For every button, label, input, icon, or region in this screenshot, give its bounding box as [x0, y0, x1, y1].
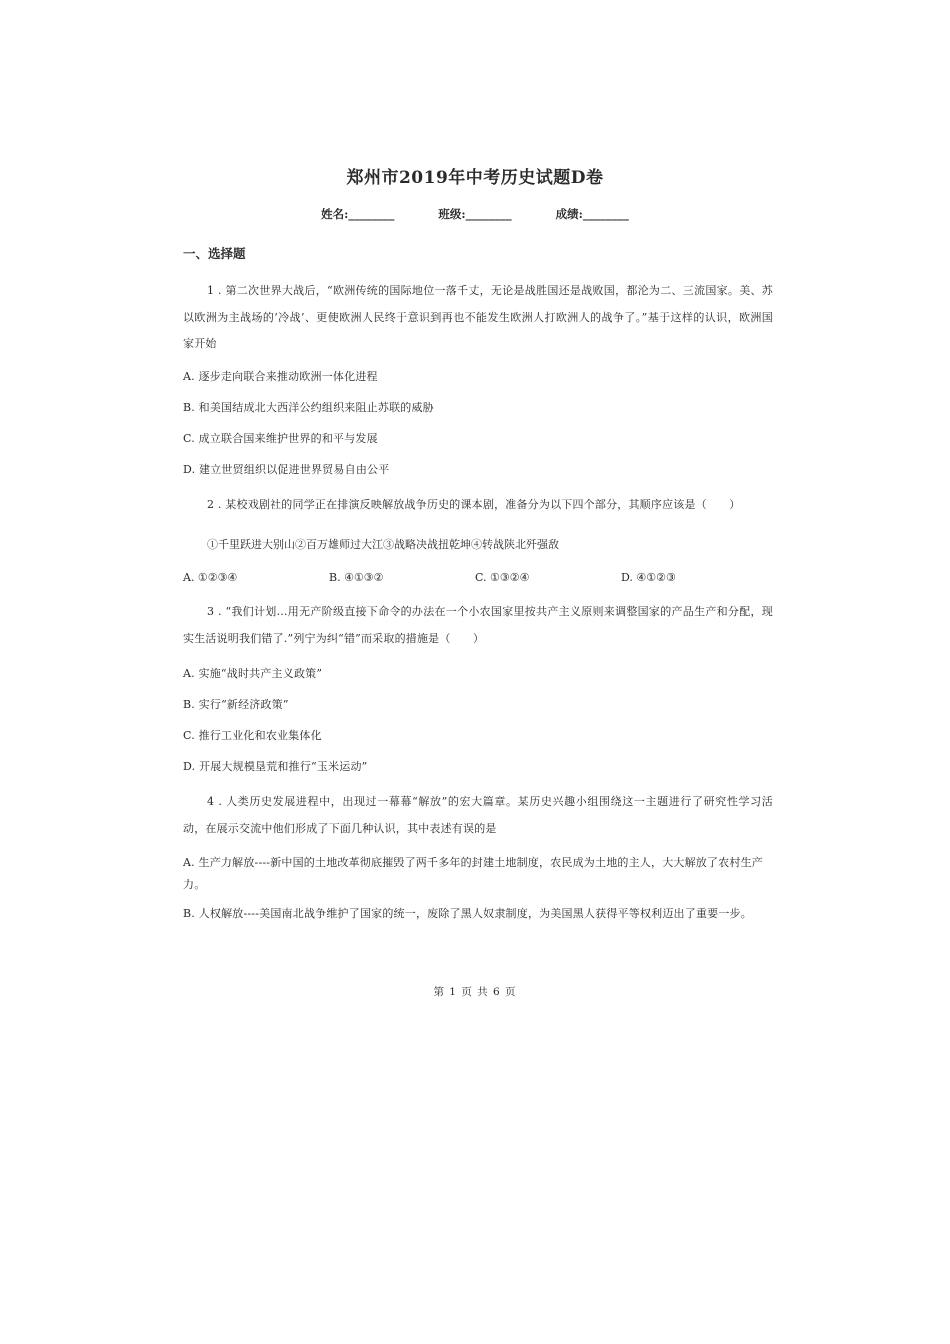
question-3-option-c: C. 推行工业化和农业集体化 [183, 729, 322, 742]
student-info-row [0, 206, 950, 222]
question-3-option-b: B. 实行“新经济政策” [183, 698, 289, 711]
question-3-stem: 3 . “我们计划…用无产阶级直接下命令的办法在一个小农国家里按共产主义原则来调整国家的产品生产和分配，现实生活说明我们错了.”列宁为纠“错”而采取的措施是（ ） [183, 605, 773, 645]
question-2-option-b: B. ④①③② [329, 571, 384, 584]
question-1-stem: 1 . 第二次世界大战后，“欧洲传统的国际地位一落千丈，无论是战胜国还是战败国，都沦为二、三流国家。美、苏以欧洲为主战场的‘冷战’、更使欧洲人民终于意识到再也不能发生欧洲人打欧洲人的战争了。”基于这样的认识，欧洲国家开始 [183, 284, 773, 350]
name-field: 姓名:________ [321, 207, 395, 221]
question-4-stem: 4 . 人类历史发展进程中，出现过一幕幕“解放”的宏大篇章。某历史兴趣小组围绕这一主题进行了研究性学习活动，在展示交流中他们形成了下面几种认识，其中表述有误的是 [183, 795, 773, 835]
section-title: 一、选择题 [183, 246, 246, 261]
score-field: 成绩:________ [555, 207, 629, 221]
question-1-option-b: B. 和美国结成北大西洋公约组织来阻止苏联的威胁 [183, 401, 434, 414]
question-4-option-b: B. 人权解放----美国南北战争维护了国家的统一，废除了黑人奴隶制度，为美国黑人获得平等权利迈出了重要一步。 [183, 907, 752, 920]
question-1-option-c: C. 成立联合国来维护世界的和平与发展 [183, 432, 378, 445]
page-title: 郑州市2019年中考历史试题D卷 [346, 168, 604, 188]
question-2-stem: 2 . 某校戏剧社的同学正在排演反映解放战争历史的课本剧，准备分为以下四个部分，其顺序应该是（ ） [207, 498, 741, 511]
question-2-option-a: A. ①②③④ [183, 571, 238, 584]
question-3-option-a: A. 实施“战时共产主义政策” [183, 667, 323, 680]
question-1-option-a: A. 逐步走向联合来推动欧洲一体化进程 [183, 370, 378, 383]
question-2-option-d: D. ④①②③ [621, 571, 676, 584]
question-1-option-d: D. 建立世贸组织以促进世界贸易自由公平 [183, 463, 390, 476]
question-2-option-c: C. ①③②④ [475, 571, 530, 584]
question-2-sub: ①千里跃进大别山②百万雄师过大江③战略决战扭乾坤④转战陕北歼强敌 [207, 538, 559, 551]
question-4-option-a: A. 生产力解放----新中国的土地改革彻底摧毁了两千多年的封建土地制度，农民成为土地的主人，大大解放了农村生产力。 [183, 856, 764, 891]
page-footer: 第 1 页 共 6 页 [433, 986, 517, 998]
class-field: 班级:________ [438, 207, 512, 221]
question-3-option-d: D. 开展大规模垦荒和推行“玉米运动” [183, 760, 368, 773]
